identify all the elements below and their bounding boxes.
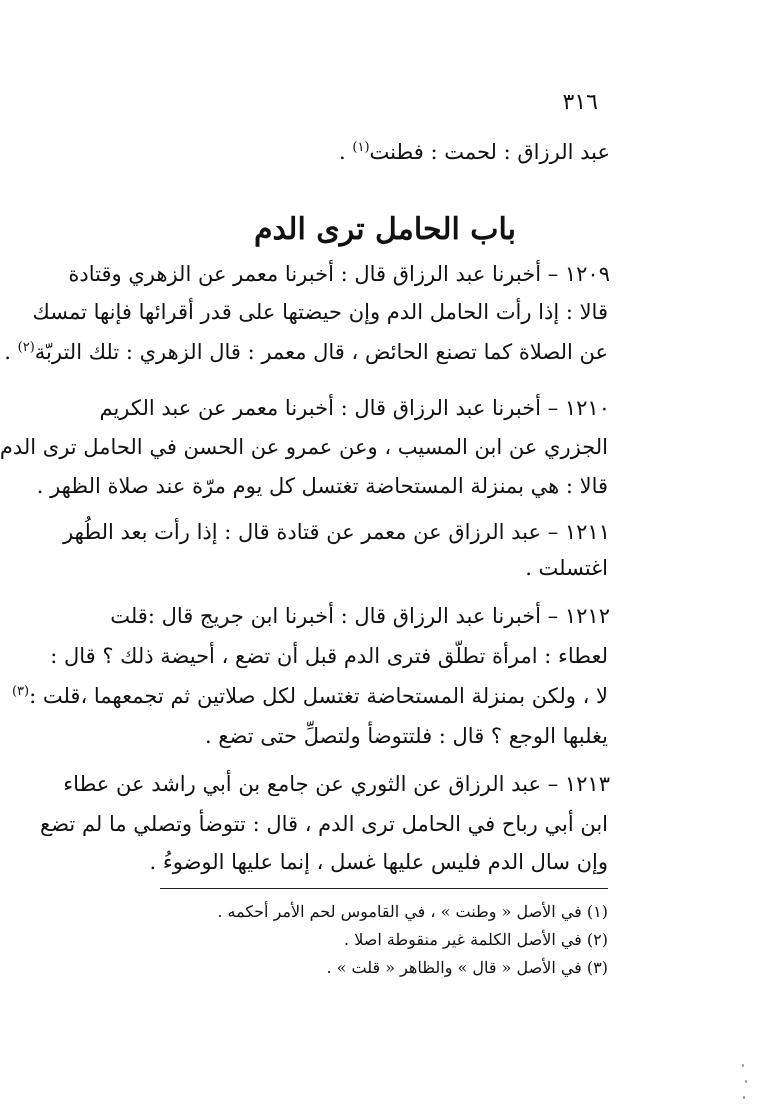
hadith-1209-line-3-text: عن الصلاة كما تصنع الحائض ، قال معمر : قال الزهري : تلك التربّة [34, 340, 608, 364]
hadith-1210-line-1: ١٢١٠ – أخبرنا عبد الرزاق قال : أخبرنا معمر عن عبد الكريم [99, 396, 610, 420]
hadith-1213-line-1: ١٢١٣ – عبد الرزاق عن الثوري عن جامع بن أبي راشد عن عطاء [63, 772, 610, 796]
page-number: ٣١٦ [562, 90, 598, 115]
scan-speck [742, 1064, 744, 1067]
hadith-1211-line-1: ١٢١١ – عبد الرزاق عن معمر عن قتادة قال : إذا رأت بعد الطُهر [63, 520, 610, 544]
opening-end: . [339, 140, 353, 164]
hadith-1212-line-1: ١٢١٢ – أخبرنا عبد الرزاق قال : أخبرنا ابن جريج قال :قلت [110, 604, 610, 628]
scan-speck [743, 1096, 745, 1099]
hadith-1212-line-4: يغلبها الوجع ؟ قال : فلتتوضأ ولتصلِّ حتى تضع . [204, 724, 608, 748]
opening-text: عبد الرزاق : لحمت : فطنت [369, 140, 610, 164]
hadith-1213-line-3: وإن سال الدم فليس عليها غسل ، إنما عليها الوضوءُ . [149, 850, 608, 874]
footnote-ref-1: (١) [352, 140, 370, 155]
hadith-1209-line-1: ١٢٠٩ – أخبرنا عبد الرزاق قال : أخبرنا معمر عن الزهري وقتادة [68, 262, 610, 286]
footnote-ref-3: (٣) [11, 684, 30, 699]
hadith-1212-line-3-text: لا ، ولكن بمنزلة المستحاضة تغتسل لكل صلاتين ثم تجمعهما ،قلت : [29, 684, 608, 708]
hadith-1213-line-2: ابن أبي رباح في الحامل ترى الدم ، قال : تتوضأ وتصلي ما لم تضع [40, 812, 608, 836]
chapter-heading: باب الحامل ترى الدم [253, 212, 517, 247]
opening-line [339, 140, 610, 165]
footnote-1: (١) في الأصل « وطنت » ، في القاموس لحم الأمر أحكمه . [217, 902, 608, 921]
hadith-1212-line-3 [12, 684, 608, 708]
hadith-1209-end: . [4, 340, 18, 364]
footnote-ref-2: (٢) [17, 340, 35, 355]
hadith-1210-line-3: قالا : هي بمنزلة المستحاضة تغتسل كل يوم مرّة عند صلاة الظهر . [36, 474, 608, 498]
footnote-2: (٢) في الأصل الكلمة غير منقوطة اصلا . [344, 930, 608, 949]
footnote-separator [160, 888, 608, 889]
hadith-1209-line-2: قالا : إذا رأت الحامل الدم وإن حيضتها على قدر أقرائها فإنها تمسك [32, 300, 608, 324]
hadith-1211-line-2: اغتسلت . [525, 556, 608, 580]
scan-speck [745, 1080, 747, 1083]
hadith-1212-line-2: لعطاء : امرأة تطلّق فترى الدم قبل أن تضع ، أحيضة ذلك ؟ قال : [50, 644, 608, 668]
hadith-1209-line-3 [4, 340, 608, 364]
footnote-3: (٣) في الأصل « قال » والظاهر « قلت » . [326, 958, 608, 977]
hadith-1210-line-2: الجزري عن ابن المسيب ، وعن عمرو عن الحسن في الحامل ترى الدم [0, 435, 608, 459]
